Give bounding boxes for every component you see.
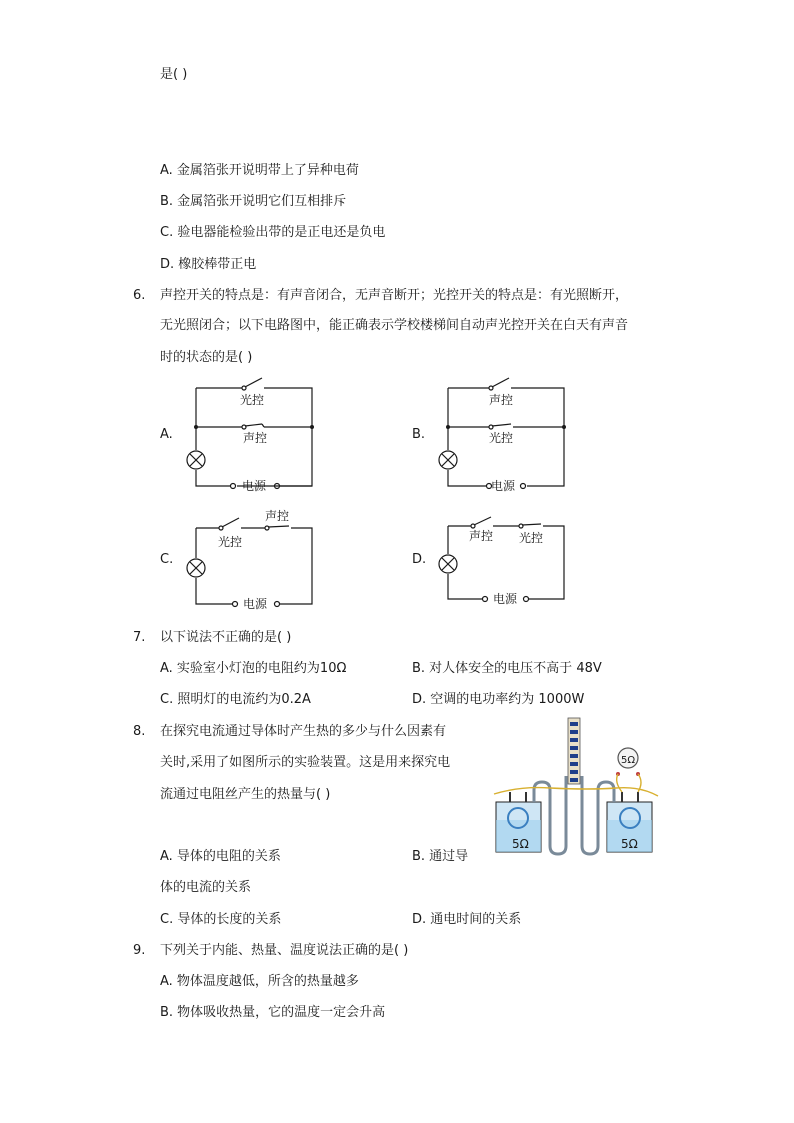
q8-option-d: D. 通电时间的关系 — [412, 912, 522, 927]
apparatus-outside-resistor-label: 5Ω — [621, 755, 636, 766]
q6-option-c-letter: C. — [160, 552, 174, 567]
q5-option-d: D. 橡胶棒带正电 — [160, 257, 257, 272]
q8-option-a: A. 导体的电阻的关系 — [160, 849, 281, 864]
apparatus-left-resistor-label: 5Ω — [512, 837, 529, 851]
q5-stem-tail: 是( ) — [160, 67, 188, 82]
q7-option-c: C. 照明灯的电流约为0.2A — [160, 692, 311, 707]
q8-stem-line3: 流通过电阻丝产生的热量与( ) — [160, 787, 331, 802]
q8-option-c: C. 导体的长度的关系 — [160, 912, 282, 927]
circuit-c-light-label: 光控 — [218, 535, 243, 549]
q8-number: 8. — [133, 724, 146, 739]
q7-option-a: A. 实验室小灯泡的电阻约为10Ω — [160, 661, 347, 676]
circuit-d-light-label: 光控 — [519, 531, 544, 545]
circuit-b-sound-label: 声控 — [489, 393, 514, 407]
circuit-d-sound-label: 声控 — [469, 529, 494, 543]
q6-option-d-letter: D. — [412, 552, 427, 567]
circuit-b-light-label: 光控 — [489, 431, 514, 445]
q9-option-b: B. 物体吸收热量，它的温度一定会升高 — [160, 1005, 386, 1020]
q7-number: 7. — [133, 630, 146, 645]
circuit-c-sound-label: 声控 — [265, 509, 290, 523]
circuit-a-sound-label: 声控 — [243, 431, 268, 445]
circuit-a-power-label: 电源 — [242, 479, 267, 493]
q6-stem-line1: 声控开关的特点是：有声音闭合，无声音断开；光控开关的特点是：有光照断开， — [160, 288, 629, 303]
q8-stem-line1: 在探究电流通过导体时产生热的多少与什么因素有 — [160, 724, 447, 739]
q8-option-b-line2: 体的电流的关系 — [160, 880, 252, 895]
joule-heating-apparatus — [490, 716, 665, 856]
q6-option-b-letter: B. — [412, 427, 426, 442]
q7-option-b: B. 对人体安全的电压不高于 48V — [412, 661, 602, 676]
q6-stem-line3: 时的状态的是( ) — [160, 350, 253, 365]
q6-stem-line2: 无光照闭合；以下电路图中，能正确表示学校楼梯间自动声光控开关在白天有声音 — [160, 318, 629, 333]
q9-number: 9. — [133, 943, 146, 958]
circuit-d-diagram — [437, 510, 567, 610]
circuit-c-diagram — [185, 510, 315, 610]
q5-option-a: A. 金属箔张开说明带上了异种电荷 — [160, 163, 359, 178]
circuit-a-diagram — [185, 380, 315, 500]
apparatus-right-resistor-label: 5Ω — [621, 837, 638, 851]
q8-option-b-line1: B. 通过导 — [412, 849, 469, 864]
circuit-b-diagram — [437, 380, 567, 500]
q6-option-a-letter: A. — [160, 427, 173, 442]
q9-option-a: A. 物体温度越低，所含的热量越多 — [160, 974, 359, 989]
q7-option-d: D. 空调的电功率约为 1000W — [412, 692, 585, 707]
circuit-c-power-label: 电源 — [243, 597, 268, 611]
q6-number: 6. — [133, 288, 146, 303]
q9-stem: 下列关于内能、热量、温度说法正确的是( ) — [160, 943, 409, 958]
q5-option-c: C. 验电器能检验出带的是正电还是负电 — [160, 225, 386, 240]
circuit-a-light-label: 光控 — [240, 393, 265, 407]
q5-option-b: B. 金属箔张开说明它们互相排斥 — [160, 194, 347, 209]
q8-stem-line2: 关时,采用了如图所示的实验装置。这是用来探究电 — [160, 755, 451, 770]
circuit-d-power-label: 电源 — [493, 592, 518, 606]
circuit-b-power-label: 电源 — [491, 479, 516, 493]
q7-stem: 以下说法不正确的是( ) — [160, 630, 292, 645]
